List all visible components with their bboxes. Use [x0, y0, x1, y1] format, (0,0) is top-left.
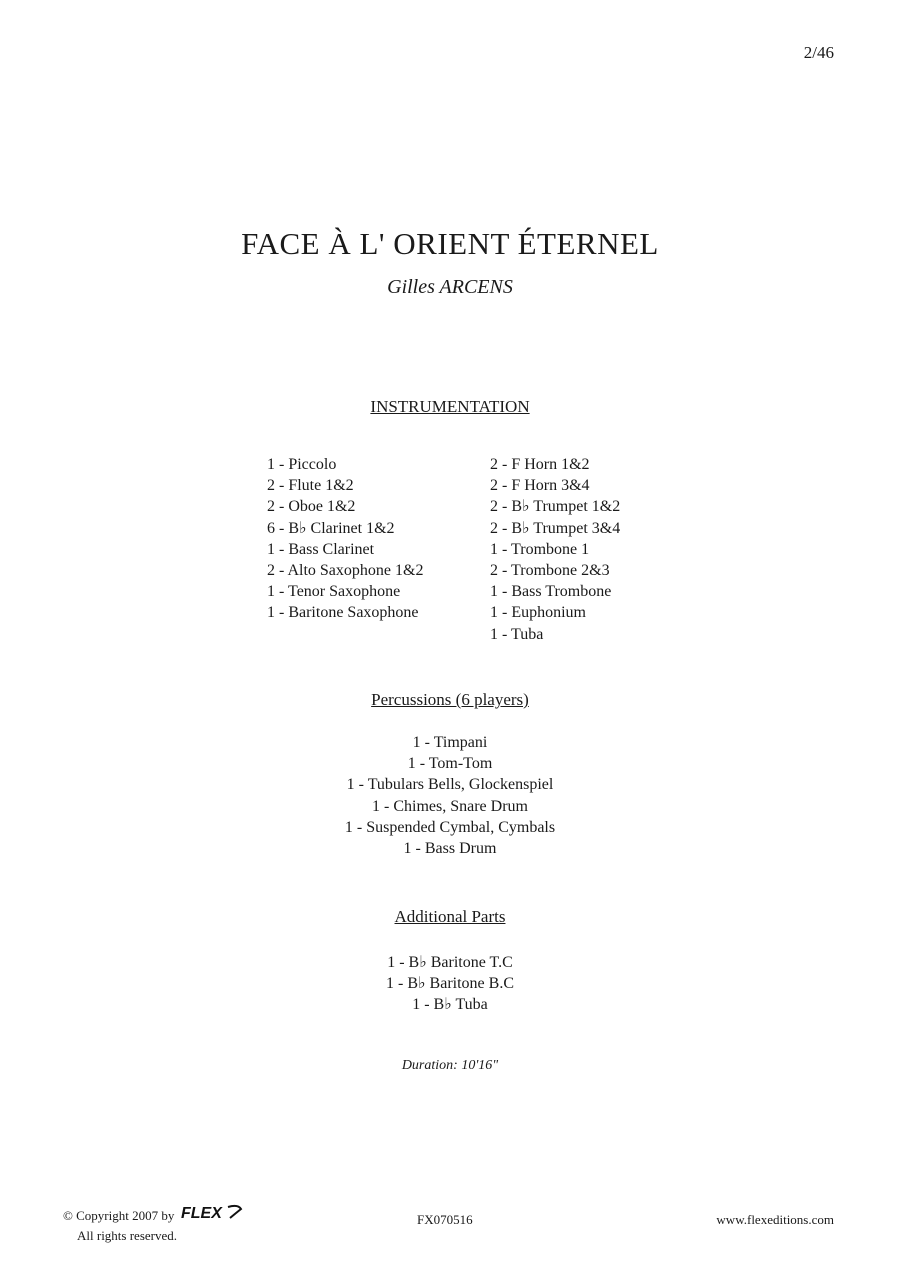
flex-logo-icon: [180, 1203, 244, 1223]
flex-logo: [180, 1203, 244, 1227]
list-item: 2 - Alto Saxophone 1&2: [267, 562, 424, 580]
list-item: 1 - Suspended Cymbal, Cymbals: [344, 818, 556, 836]
list-item: 1 - Euphonium: [490, 604, 586, 622]
additional-parts-list: [0, 952, 900, 1016]
page-title: FACE À L' ORIENT ÉTERNEL: [241, 226, 659, 261]
list-item: 2 - Flute 1&2: [267, 477, 354, 495]
percussion-list: [0, 732, 900, 859]
page-number: 2/46: [803, 43, 834, 62]
list-item: 2 - Trombone 2&3: [490, 562, 610, 580]
copyright-notice: [63, 1203, 244, 1244]
list-item: 2 - B♭ Trumpet 3&4: [490, 519, 621, 537]
instrumentation-heading: INSTRUMENTATION: [370, 397, 530, 416]
list-item: 2 - Oboe 1&2: [267, 498, 356, 516]
rights-text: All rights reserved.: [77, 1228, 178, 1243]
list-item: 1 - Bass Trombone: [490, 583, 612, 601]
list-item: 1 - Tuba: [490, 625, 544, 643]
list-item: 1 - Tenor Saxophone: [267, 583, 401, 601]
list-item: 1 - Baritone Saxophone: [267, 604, 419, 622]
percussions-heading: Percussions (6 players): [371, 690, 529, 709]
list-item: 6 - B♭ Clarinet 1&2: [267, 519, 395, 537]
list-item: 2 - F Horn 3&4: [490, 477, 590, 495]
list-item: 1 - Trombone 1: [490, 540, 590, 558]
list-item: 1 - Timpani: [412, 734, 488, 751]
catalog-number: FX070516: [417, 1212, 473, 1227]
list-item: 1 - B♭ Baritone B.C: [386, 975, 514, 993]
duration: Duration: 10'16": [401, 1058, 499, 1073]
list-item: 1 - Chimes, Snare Drum: [372, 797, 528, 815]
list-item: 1 - Tom-Tom: [407, 755, 493, 773]
additional-parts-heading: Additional Parts: [394, 907, 506, 926]
list-item: 1 - Bass Drum: [403, 840, 497, 858]
instrument-list-right: [490, 454, 620, 645]
list-item: 1 - Tubulars Bells, Glockenspiel: [346, 776, 554, 794]
instrument-list-left: [267, 454, 423, 624]
list-item: 2 - B♭ Trumpet 1&2: [490, 498, 621, 516]
list-item: 1 - Bass Clarinet: [267, 540, 375, 558]
copyright-text: © Copyright 2007 by: [63, 1208, 175, 1223]
list-item: 1 - B♭ Baritone T.C: [387, 954, 513, 971]
list-item: 2 - F Horn 1&2: [490, 456, 590, 473]
website-link: www.flexeditions.com: [716, 1212, 834, 1227]
svg-text:FLEX: FLEX: [180, 1205, 222, 1222]
list-item: 1 - B♭ Tuba: [412, 996, 488, 1014]
composer-name: Gilles ARCENS: [387, 276, 513, 298]
list-item: 1 - Piccolo: [267, 456, 337, 473]
